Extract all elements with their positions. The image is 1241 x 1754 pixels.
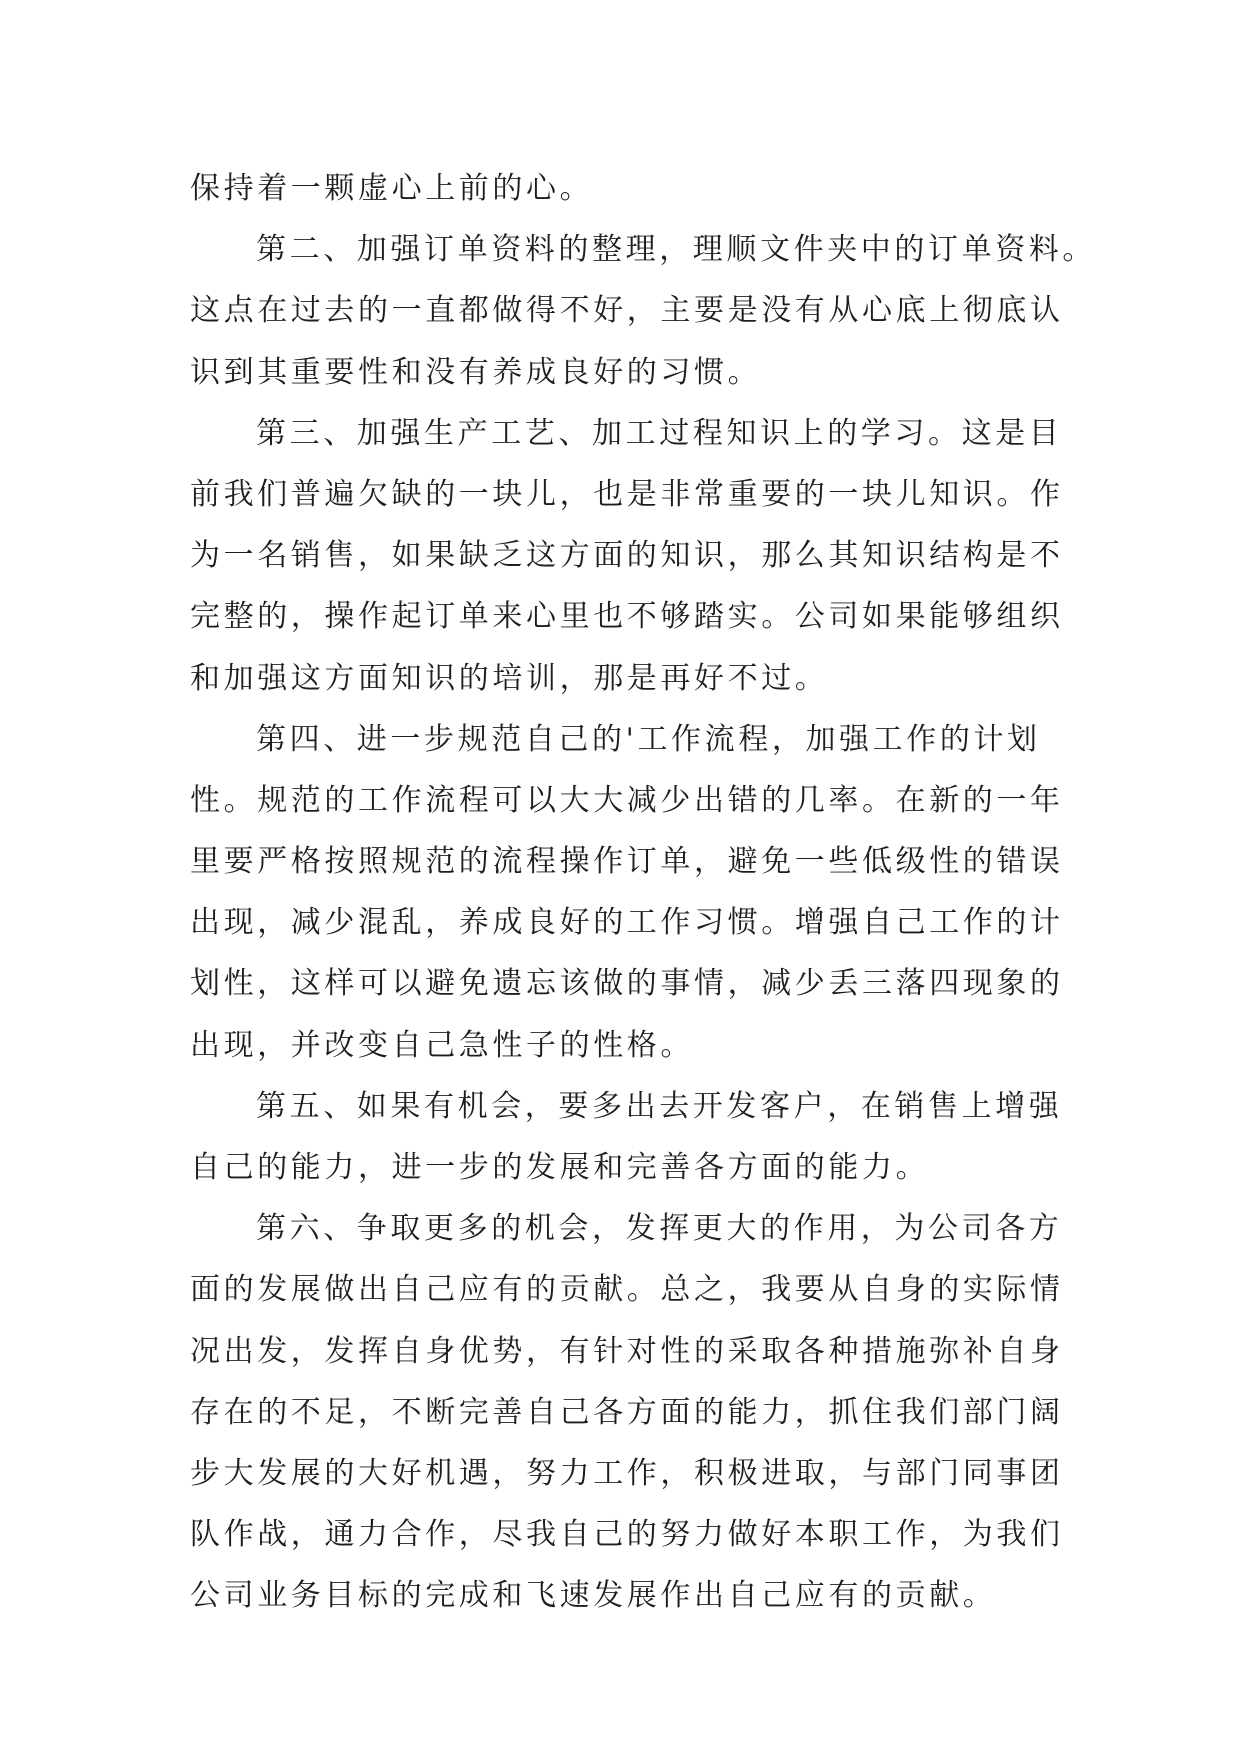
text-line: 完整的，操作起订单来心里也不够踏实。公司如果能够组织: [190, 599, 1064, 635]
text-line: 面的发展做出自己应有的贡献。总之，我要从自身的实际情: [190, 1272, 1064, 1308]
text-line: 里要严格按照规范的流程操作订单，避免一些低级性的错误: [190, 844, 1064, 880]
paragraph-3-start: 第三、加强生产工艺、加工过程知识上的学习。这是目: [256, 415, 1063, 451]
text-line: 况出发，发挥自身优势，有针对性的采取各种措施弥补自身: [190, 1333, 1064, 1369]
text-line: 为一名销售，如果缺乏这方面的知识，那么其知识结构是不: [190, 538, 1064, 574]
text-line: 出现，并改变自己急性子的性格。: [190, 1027, 694, 1063]
text-line: 识到其重要性和没有养成良好的习惯。: [190, 354, 762, 390]
text-line: 前我们普遍欠缺的一块儿，也是非常重要的一块儿知识。作: [190, 476, 1064, 512]
text-line: 和加强这方面知识的培训，那是再好不过。: [190, 660, 829, 696]
paragraph-6-start: 第六、争取更多的机会，发挥更大的作用，为公司各方: [256, 1211, 1063, 1247]
text-line: 出现，减少混乱，养成良好的工作习惯。增强自己工作的计: [190, 905, 1064, 941]
paragraph-5-start: 第五、如果有机会，要多出去开发客户，在销售上增强: [256, 1088, 1063, 1124]
text-line: 队作战，通力合作，尽我自己的努力做好本职工作，为我们: [190, 1517, 1064, 1553]
text-line: 步大发展的大好机遇，努力工作，积极进取，与部门同事团: [190, 1455, 1064, 1491]
text-line: 保持着一颗虚心上前的心。: [190, 171, 594, 206]
text-line: 这点在过去的一直都做得不好，主要是没有从心底上彻底认: [190, 293, 1064, 329]
paragraph-2-start: 第二、加强订单资料的整理，理顺文件夹中的订单资料。: [256, 232, 1096, 268]
text-line: 划性，这样可以避免遗忘该做的事情，减少丢三落四现象的: [190, 966, 1064, 1002]
text-line: 性。规范的工作流程可以大大减少出错的几率。在新的一年: [190, 782, 1064, 818]
text-line: 自己的能力，进一步的发展和完善各方面的能力。: [190, 1150, 930, 1185]
paragraph-4-start: 第四、进一步规范自己的'工作流程，加强工作的计划: [256, 721, 1041, 757]
document-body: [190, 158, 1096, 1627]
text-line: 公司业务目标的完成和飞速发展作出自己应有的贡献。: [190, 1578, 997, 1614]
text-line: 存在的不足，不断完善自己各方面的能力，抓住我们部门阔: [190, 1394, 1064, 1430]
